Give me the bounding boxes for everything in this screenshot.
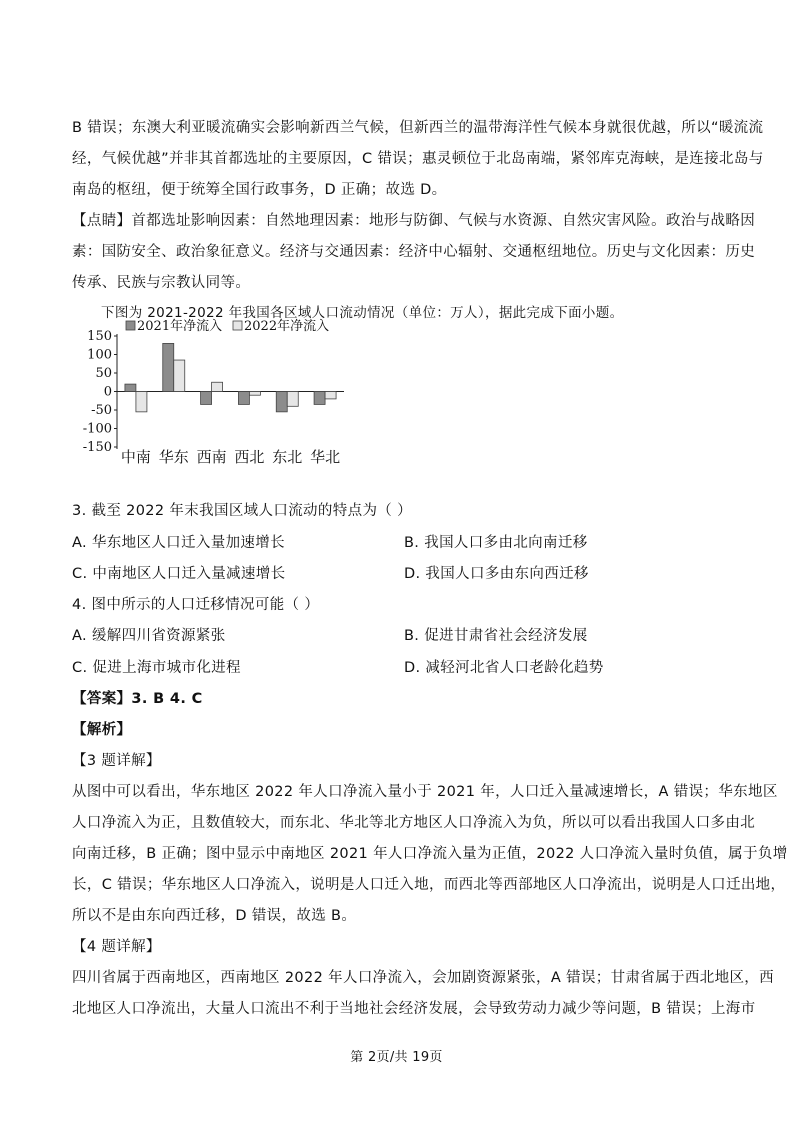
bar-2021 <box>201 392 212 405</box>
bar-2021 <box>314 392 325 405</box>
q3-text-line: 人口净流入为正，且数值较大，而东北、华北等北方地区人口净流入为负，所以可以看出我国人口多由北 <box>72 815 756 831</box>
y-tick-label: -150 <box>82 440 112 455</box>
legend-swatch <box>233 321 242 330</box>
legend-label: 2022年净流入 <box>244 319 330 334</box>
legend-swatch <box>126 321 135 330</box>
bar-2022 <box>249 392 260 396</box>
category-label: 华东 <box>158 448 189 466</box>
y-tick-label: 100 <box>87 347 112 363</box>
y-tick-label: -50 <box>91 403 112 418</box>
y-tick-label: 150 <box>87 329 112 344</box>
answer-line: 【答案】3. B 4. C <box>72 691 203 707</box>
y-tick-label: 0 <box>103 384 112 400</box>
bar-2021 <box>125 384 136 391</box>
q4-text-line: 四川省属于西南地区，西南地区 2022 年人口净流入，会加剧资源紧张，A 错误；甘肃省属于西北地区，西 <box>72 970 774 986</box>
text-line: 南岛的枢纽，便于统筹全国行政事务，D 正确；故选 D。 <box>72 182 447 198</box>
text-line: B 错误；东澳大利亚暖流确实会影响新西兰气候，但新西兰的温带海洋性气候本身就很优越，所以“暖流流 <box>72 120 764 136</box>
category-label: 中南 <box>120 448 151 466</box>
text-line: 经，气候优越”并非其首都选址的主要原因，C 错误；惠灵顿位于北岛南端，紧邻库克海峡，是连接北岛与 <box>72 151 764 167</box>
q3-text-line: 长，C 错误；华东地区人口净流入，说明是人口迁入地，而西北等西部地区人口净流出，说明是人口迁出地， <box>72 877 786 893</box>
question-4-stem: 4. 图中所示的人口迁移情况可能（ ） <box>72 597 320 613</box>
category-label: 华北 <box>310 448 341 466</box>
question-3-option-a: A. 华东地区人口迁入量加速增长 <box>72 535 285 551</box>
q3-text-line: 向南迁移，B 正确；图中显示中南地区 2021 年人口净流入量为正值，2022 人口净流入量时负值，属于负增 <box>72 846 788 862</box>
bar-2021 <box>238 392 249 405</box>
question-3-option-c: C. 中南地区人口迁入量减速增长 <box>72 566 286 582</box>
q3-text-line: 从图中可以看出，华东地区 2022 年人口净流入量小于 2021 年，人口迁入量减速增长，A 错误；华东地区 <box>72 784 778 800</box>
population-flow-chart <box>82 316 352 471</box>
q3-heading: 【3 题详解】 <box>72 753 161 769</box>
category-label: 西北 <box>234 448 265 466</box>
q3-text-line: 所以不是由东向西迁移，D 错误，故选 B。 <box>72 908 357 924</box>
bar-2022 <box>174 360 185 391</box>
bar-2022 <box>212 382 223 391</box>
y-tick-label: 50 <box>95 366 112 381</box>
q4-text-line: 北地区人口净流出，大量人口流出不利于当地社会经济发展，会导致劳动力减少等问题，B 错误；上海市 <box>72 1001 756 1017</box>
bar-2021 <box>163 343 174 391</box>
dianjing-line: 【点睛】首都选址影响因素：自然地理因素：地形与防御、气候与水资源、自然灾害风险。政治与战略因 <box>72 213 756 229</box>
question-4-option-a: A. 缓解四川省资源紧张 <box>72 628 226 644</box>
legend-label: 2021年净流入 <box>137 319 223 334</box>
bar-2022 <box>136 392 147 412</box>
bar-2021 <box>276 392 287 412</box>
category-label: 西南 <box>196 448 227 466</box>
y-tick-label: -100 <box>82 421 112 437</box>
chart-intro: 下图为 2021-2022 年我国各区域人口流动情况（单位：万人），据此完成下面小题。 <box>101 305 624 321</box>
question-4-option-c: C. 促进上海市城市化进程 <box>72 660 241 676</box>
question-3-option-d: D. 我国人口多由东向西迁移 <box>404 566 589 582</box>
question-4-option-b: B. 促进甘肃省社会经济发展 <box>404 628 588 644</box>
question-3-stem: 3. 截至 2022 年末我国区域人口流动的特点为（ ） <box>72 503 412 519</box>
page-footer: 第 2页/共 19页 <box>350 1050 443 1065</box>
category-label: 东北 <box>272 448 303 466</box>
dianjing-line: 传承、民族与宗教认同等。 <box>72 275 251 291</box>
question-4-option-d: D. 减轻河北省人口老龄化趋势 <box>404 660 604 676</box>
analysis-heading: 【解析】 <box>72 722 132 738</box>
dianjing-line: 素：国防安全、政治象征意义。经济与交通因素：经济中心辐射、交通枢纽地位。历史与文化因素：历史 <box>72 244 756 260</box>
bar-2022 <box>287 392 298 407</box>
bar-2022 <box>325 392 336 399</box>
q4-heading: 【4 题详解】 <box>72 939 161 955</box>
question-3-option-b: B. 我国人口多由北向南迁移 <box>404 535 588 551</box>
